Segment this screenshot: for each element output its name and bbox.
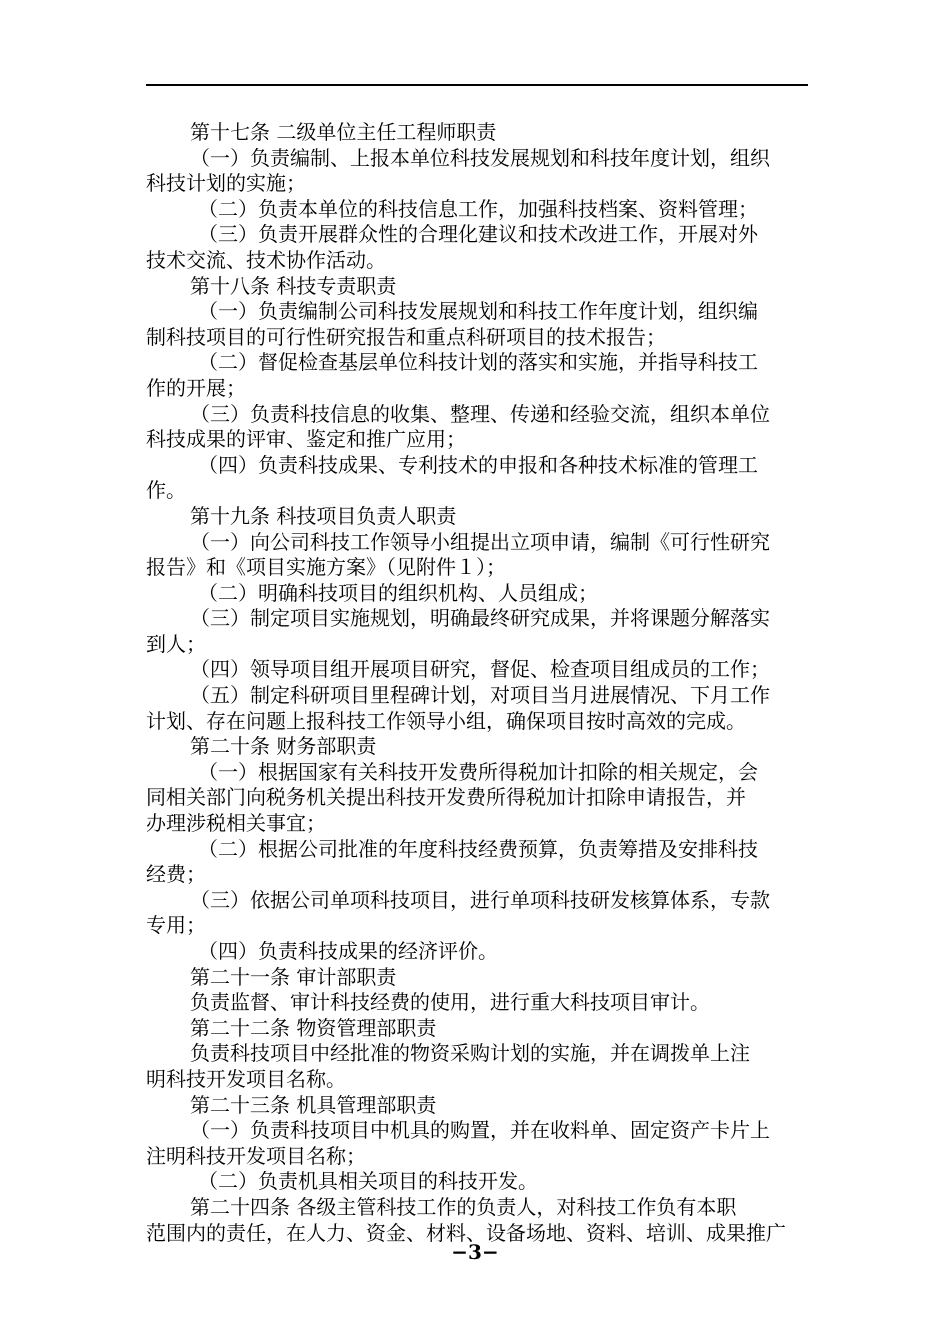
text-line: 技术交流、技术协作活动。 (146, 247, 386, 272)
text-line: 同相关部门向税务机关提出科技开发费所得税加计扣除申请报告，并 (146, 785, 746, 810)
text-line: 经费； (146, 862, 206, 887)
text-line: 第二十二条 物资管理部职责 (190, 1015, 437, 1040)
text-line: 办理涉税相关事宜； (146, 811, 326, 836)
text-line: 科技成果的评审、鉴定和推广应用； (146, 427, 466, 452)
text-line: （二）负责机具相关项目的科技开发。 (198, 1169, 538, 1194)
text-line: 作的开展； (146, 375, 246, 400)
text-line: 范围内的责任，在人力、资金、材料、设备场地、资料、培训、成果推广 (146, 1220, 786, 1245)
text-line: （一）负责科技项目中机具的购置，并在收料单、固定资产卡片上 (190, 1118, 770, 1143)
text-line: 负责监督、审计科技经费的使用，进行重大科技项目审计。 (190, 990, 710, 1015)
document-body (146, 120, 808, 1246)
text-line: （三）依据公司单项科技项目，进行单项科技研发核算体系，专款 (190, 887, 770, 912)
text-line: 第十八条 科技专责职责 (190, 273, 397, 298)
text-line: （四）负责科技成果、专利技术的申报和各种技术标准的管理工 (198, 452, 758, 477)
text-line: （五）制定科研项目里程碑计划，对项目当月进展情况、下月工作 (190, 683, 770, 708)
text-line: 第二十一条 审计部职责 (190, 964, 397, 989)
text-line: 第十七条 二级单位主任工程师职责 (190, 120, 497, 144)
text-line: 第二十三条 机具管理部职责 (190, 1092, 437, 1117)
text-line: （二）督促检查基层单位科技计划的落实和实施，并指导科技工 (198, 350, 758, 375)
text-line: 明科技开发项目名称。 (146, 1066, 346, 1091)
text-line: 科技计划的实施； (146, 171, 306, 196)
text-line: （一）负责编制、上报本单位科技发展规划和科技年度计划，组织 (190, 145, 770, 170)
text-line: 计划、存在问题上报科技工作领导小组，确保项目按时高效的完成。 (146, 708, 746, 733)
text-line: （二）负责本单位的科技信息工作，加强科技档案、资料管理； (198, 196, 758, 221)
text-line: （二）根据公司批准的年度科技经费预算，负责筹措及安排科技 (198, 836, 758, 861)
text-line: 作。 (146, 478, 186, 503)
page-number: −3− (451, 1240, 499, 1264)
text-line: （一）向公司科技工作领导小组提出立项申请，编制《可行性研究 (190, 529, 770, 554)
text-line: （一）根据国家有关科技开发费所得税加计扣除的相关规定，会 (198, 759, 758, 784)
text-line: 到人； (146, 631, 206, 656)
text-line: 专用； (146, 913, 206, 938)
header-rule (146, 84, 808, 86)
text-line: （四）领导项目组开展项目研究，督促、检查项目组成员的工作； (190, 657, 770, 682)
text-line: （三）负责科技信息的收集、整理、传递和经验交流，组织本单位 (190, 401, 770, 426)
text-line: 第二十四条 各级主管科技工作的负责人，对科技工作负有本职 (190, 1194, 737, 1219)
text-line: 负责科技项目中经批准的物资采购计划的实施，并在调拨单上注 (190, 1041, 750, 1066)
text-line: （二）明确科技项目的组织机构、人员组成； (198, 580, 598, 605)
text-line: 制科技项目的可行性研究报告和重点科研项目的技术报告； (146, 324, 666, 349)
text-line: （一）负责编制公司科技发展规划和科技工作年度计划，组织编 (198, 299, 758, 324)
text-line: 第十九条 科技项目负责人职责 (190, 503, 457, 528)
text-line: 报告》和《项目实施方案》（见附件１）； (146, 555, 506, 580)
text-line: （三）制定项目实施规划，明确最终研究成果，并将课题分解落实 (190, 606, 770, 631)
text-line: （三）负责开展群众性的合理化建议和技术改进工作，开展对外 (198, 222, 758, 247)
text-line: 注明科技开发项目名称； (146, 1143, 366, 1168)
text-line: 第二十条 财务部职责 (190, 734, 377, 759)
text-line: （四）负责科技成果的经济评价。 (198, 939, 498, 963)
